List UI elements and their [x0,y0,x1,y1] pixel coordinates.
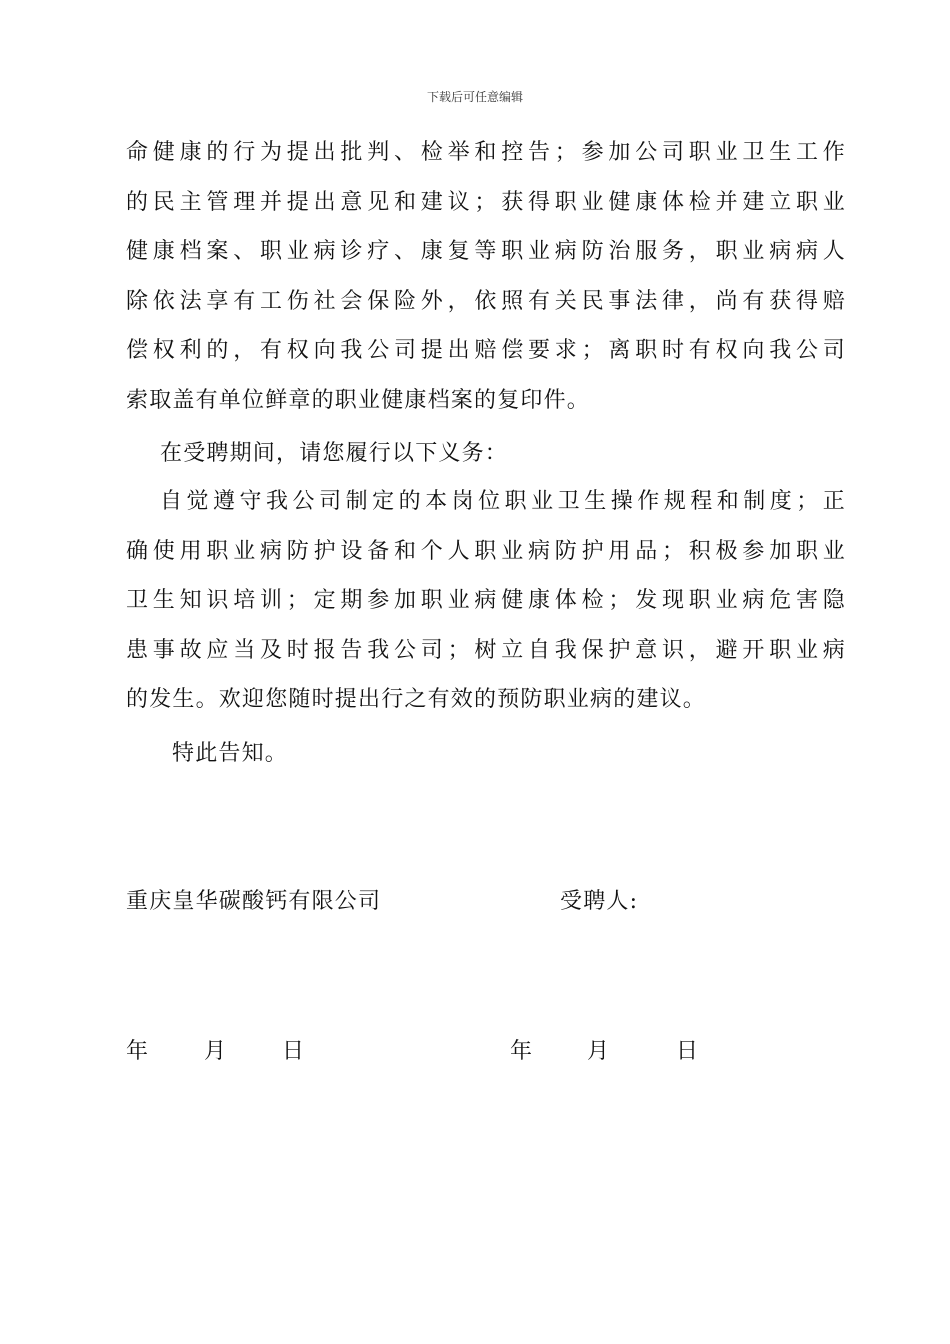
employee-date-month: 月 [587,1039,610,1064]
rights-line: 偿权利的，有权向我公司提出赔偿要求；离职时有权向我公司 [126,338,846,363]
duties-line: 确使用职业病防护设备和个人职业病防护用品；积极参加职业 [126,538,846,564]
company-date-month: 月 [204,1039,227,1064]
rights-line: 索取盖有单位鲜章的职业健康档案的复印件。 [126,387,591,413]
page-header: 下载后可任意编辑 [426,90,523,104]
rights-line: 除依法享有工伤社会保险外，依照有关民事法律，尚有获得赔 [126,288,846,314]
company-date-day: 日 [282,1039,305,1064]
duties-line: 的发生。欢迎您随时提出行之有效的预防职业病的建议。 [126,687,707,712]
duties-line: 卫生知识培训；定期参加职业病健康体检；发现职业病危害隐 [126,588,846,613]
closing-text: 特此告知。 [172,741,289,766]
employee-label: 受聘人: [560,889,639,914]
duties-line: 患事故应当及时报告我公司；树立自我保护意识，避开职业病 [126,637,846,663]
rights-line: 命健康的行为提出批判、检举和控告；参加公司职业卫生工作 [126,140,846,165]
company-name: 重庆皇华碳酸钙有限公司 [126,889,382,914]
employee-date-day: 日 [676,1039,699,1064]
duties-paragraph [126,477,846,725]
company-date-year: 年 [126,1039,149,1064]
rights-paragraph [126,128,846,425]
duties-intro: 在受聘期间，请您履行以下义务： [160,441,509,466]
rights-line: 的民主管理并提出意见和建议；获得职业健康体检并建立职业 [126,189,846,215]
employee-date-year: 年 [510,1039,533,1064]
duties-line: 自觉遵守我公司制定的本岗位职业卫生操作规程和制度；正 [160,489,846,514]
rights-line: 健康档案、职业病诊疗、康复等职业病防治服务，职业病病人 [126,239,846,264]
